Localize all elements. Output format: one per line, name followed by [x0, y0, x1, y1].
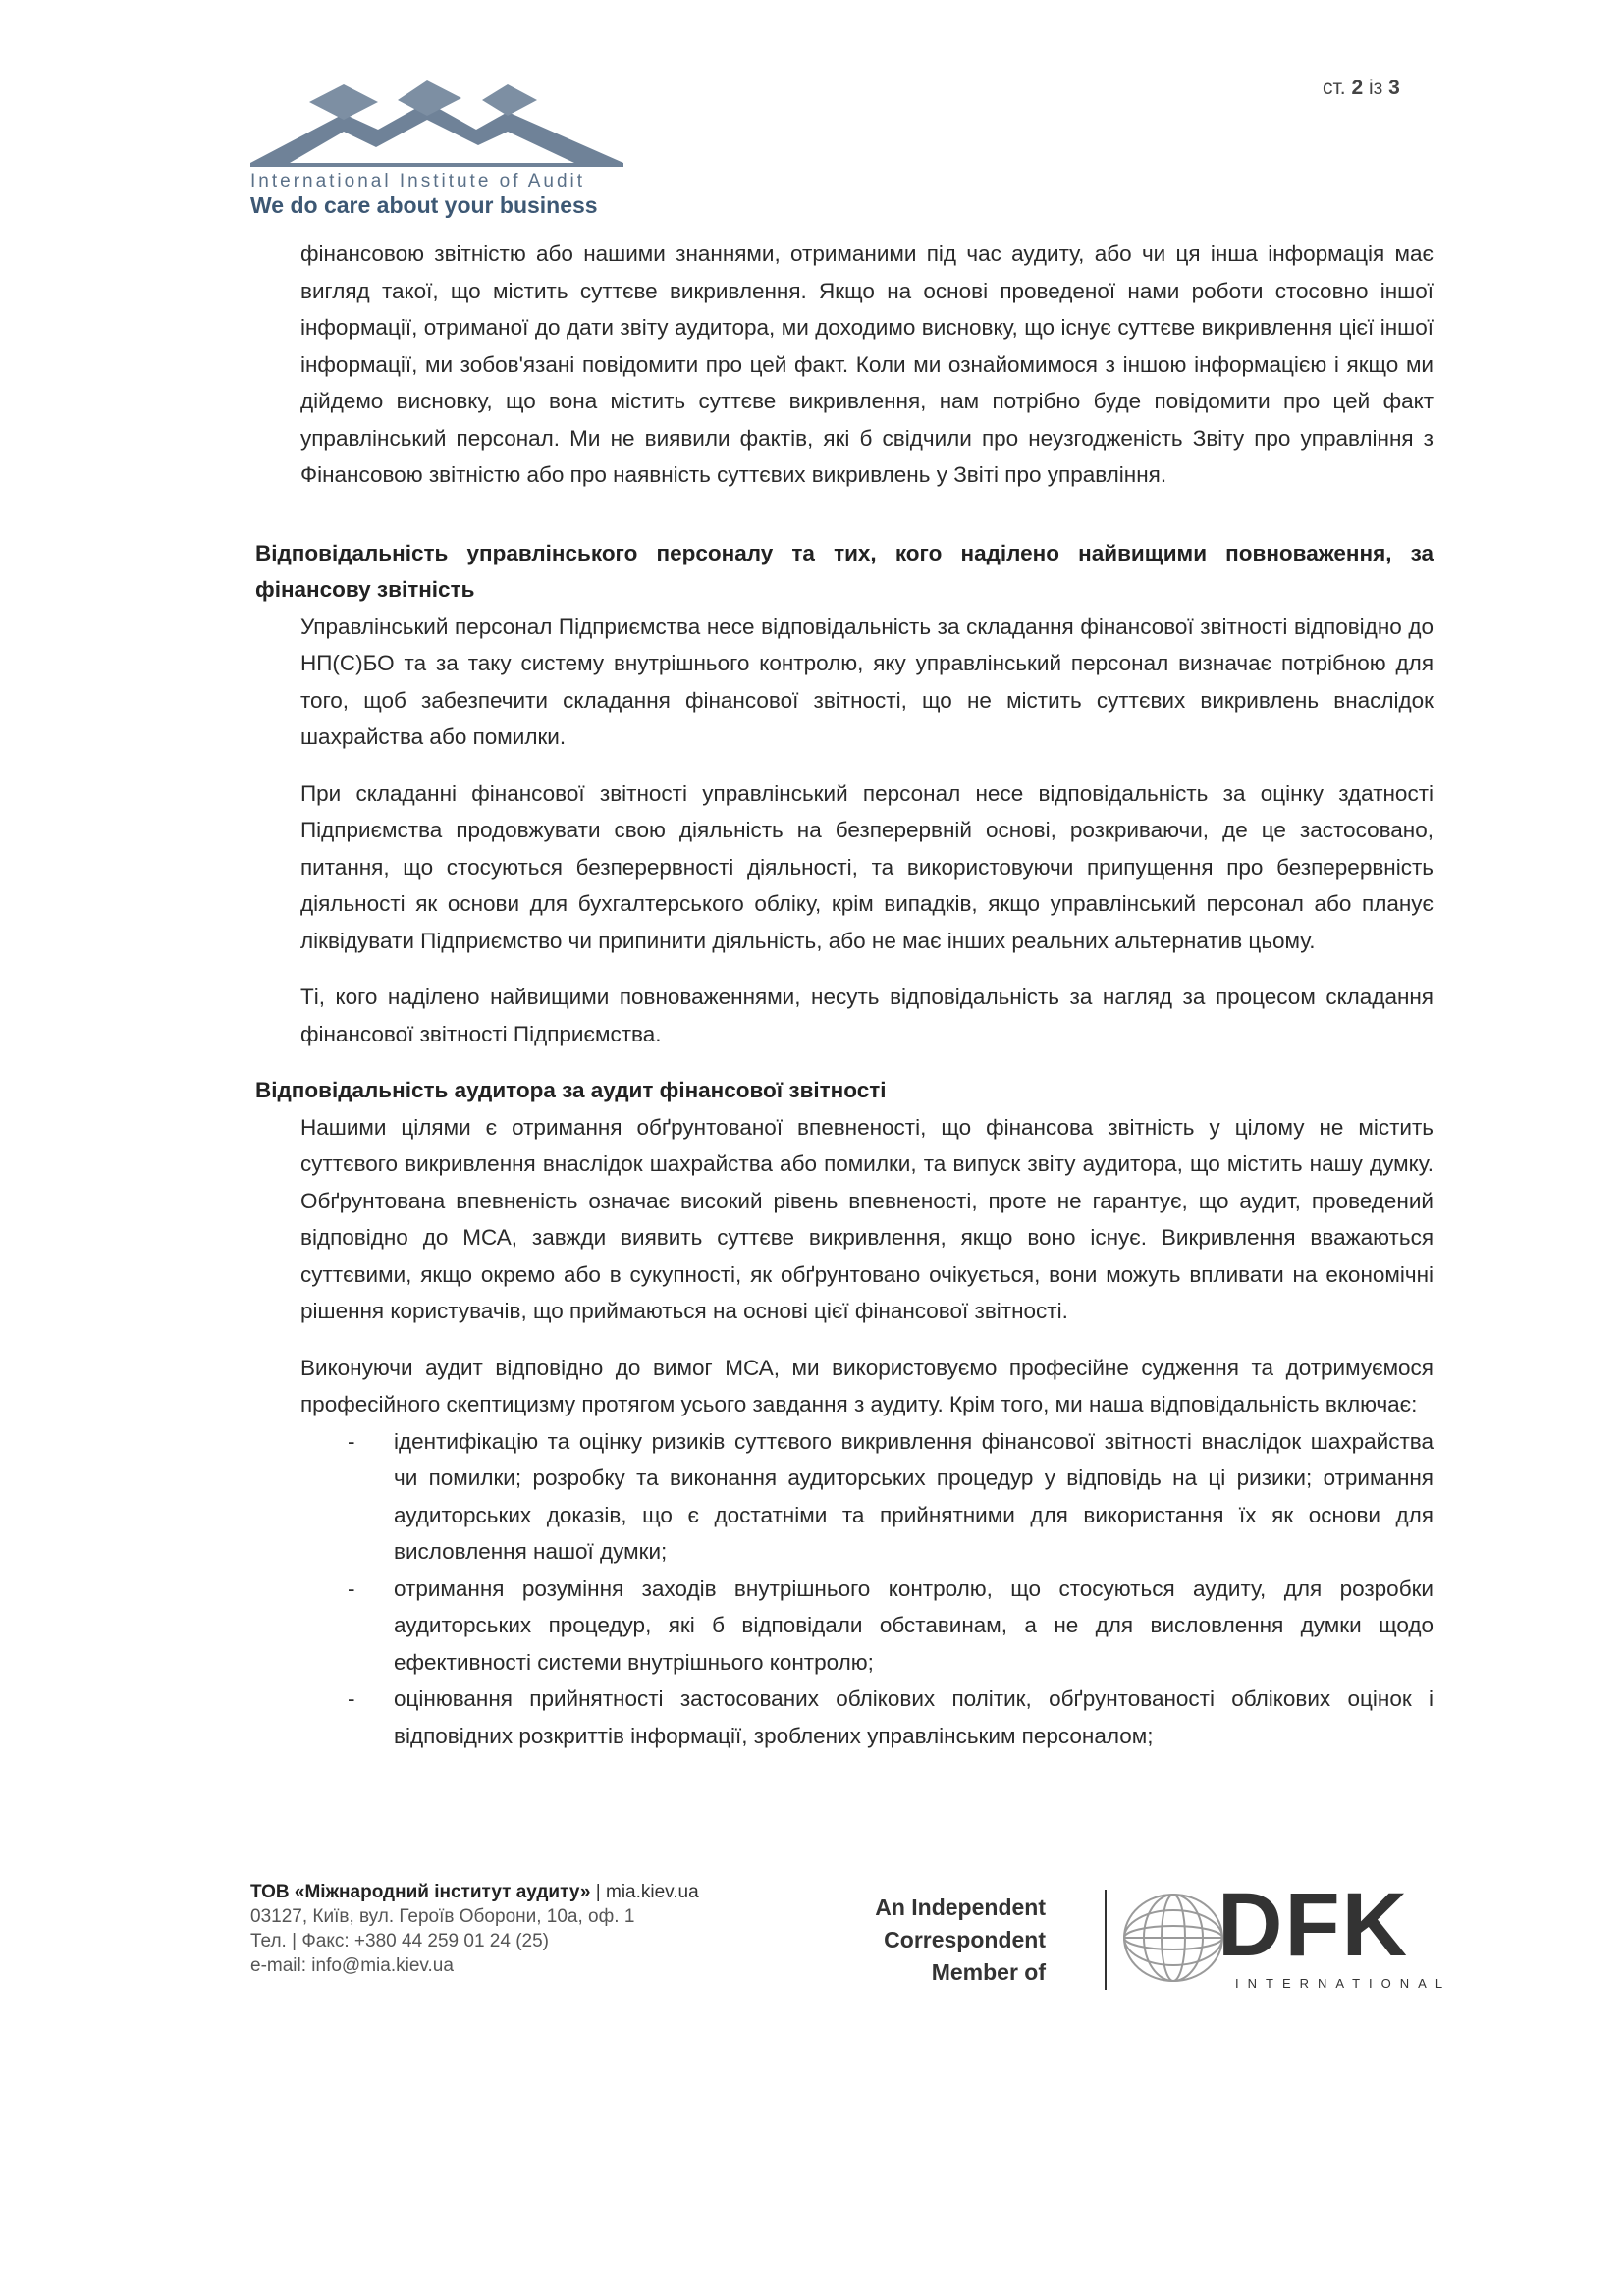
- dfk-wordmark: DFK: [1217, 1875, 1410, 1975]
- footer-website-link[interactable]: mia.kiev.ua: [606, 1882, 699, 1902]
- footer-contacts: ТОВ «Міжнародний інститут аудиту» | mia.kiev.ua 03127, Київ, вул. Героїв Оборони, 10а, оф. 1 Тел. | Факс: +380 44 259 01 24 (25) e-mail: info@mia.kiev.ua: [250, 1882, 699, 1976]
- dfk-logo: [1119, 1875, 1458, 1998]
- paragraph-professional-judgment: Виконуючи аудит відповідно до вимог МСА, ми використовуємо професійне судження та дотримуємося професійного скептицизму протягом усього завдання з аудиту. Крім того, ми наша відповідальність включає:: [300, 1355, 1434, 1416]
- footer-phone: Тел. | Факс: +380 44 259 01 24 (25): [250, 1931, 550, 1951]
- paragraph-going-concern: При складанні фінансової звітності управлінський персонал несе відповідальність за оцінку здатності Підприємства продовжувати свою діяльність на безперервній основі, розкриваючи, де це застосовано, питання, що стосуються безперервності діяльності, та використовуючи припущення про безперервність діяльності як основи для бухгалтерського обліку, крім випадків, якщо управлінський персонал або планує ліквідувати Підприємство чи припинити діяльність, або не має інших реальних альтернатив цьому.: [300, 780, 1434, 953]
- logo-mountains-icon: [250, 73, 623, 169]
- list-item: - оцінювання прийнятності застосованих облікових політик, обґрунтованості облікових оцінок і відповідних розкриттів інформації, зроблених управлінським персоналом;: [348, 1686, 1434, 1748]
- membership-statement: An Independent Correspondent Member of: [875, 1895, 1046, 1985]
- list-item: - отримання розуміння заходів внутрішнього контролю, що стосуються аудиту, для розробки аудиторських процедур, які б відповідали обставинам, а не для висловлення думки щодо ефективності системи внутрішнього контролю;: [348, 1575, 1434, 1675]
- paragraph-oversight: Ті, кого наділено найвищими повноваженнями, несуть відповідальність за нагляд за процесом складання фінансової звітності Підприємства.: [300, 985, 1434, 1046]
- document-body: [255, 236, 1434, 1754]
- logo-tagline: We do care about your business: [250, 192, 598, 218]
- globe-icon: [1119, 1884, 1227, 1992]
- dfk-subtitle: INTERNATIONAL: [1235, 1976, 1452, 1991]
- footer-address: 03127, Київ, вул. Героїв Оборони, 10а, оф. 1: [250, 1906, 635, 1927]
- page-number: ст. 2 із 3: [1323, 77, 1400, 99]
- institute-logo: [250, 73, 623, 219]
- paragraph-management-responsibility: Управлінський персонал Підприємства несе відповідальність за складання фінансової звітності відповідно до НП(С)БО та за таку систему внутрішнього контролю, яку управлінський персонал визначає потрібною для того, щоб забезпечити складання фінансової звітності, що не містить суттєвих викривлень внаслідок шахрайства або помилки.: [300, 614, 1434, 749]
- paragraph-other-info: фінансовою звітністю або нашими знаннями, отриманими під час аудиту, або чи ця інша інформація має вигляд такої, що містить суттєве викривлення. Якщо на основі проведеної нами роботи стосовно іншої інформації, отриманої до дати звіту аудитора, ми доходимо висновку, що існує суттєве викривлення цієї іншої інформації, ми зобов'язані повідомити про цей факт. Коли ми ознайомимося з іншою інформацією і якщо ми дійдемо висновку, що вона містить суттєве викривлення, нам потрібно буде повідомити про цей факт управлінський персонал. Ми не виявили фактів, які б свідчили про неузгодженість Звіту про управління з Фінансовою звітністю або про наявність суттєвих викривлень у Звіті про управління.: [300, 241, 1434, 487]
- footer-company-name: ТОВ «Міжнародний інститут аудиту»: [250, 1882, 591, 1902]
- responsibility-list: [255, 1423, 1434, 1755]
- logo-org-name: International Institute of Audit: [250, 171, 586, 191]
- page-footer: [250, 1875, 1452, 2007]
- footer-email[interactable]: e-mail: info@mia.kiev.ua: [250, 1955, 454, 1976]
- paragraph-audit-objectives: Нашими цілями є отримання обґрунтованої впевненості, що фінансова звітність у цілому не містить суттєвого викривлення внаслідок шахрайства або помилки, та випуск звіту аудитора, що містить нашу думку. Обґрунтована впевненість означає високий рівень впевненості, проте не гарантує, що аудит, проведений відповідно до МСА, завжди виявить суттєве викривлення, якщо воно існує. Викривлення вважаються суттєвими, якщо окремо або в сукупності, як обґрунтовано очікується, вони можуть впливати на економічні рішення користувачів, що приймаються на основі цієї фінансової звітності.: [300, 1114, 1434, 1323]
- footer-divider: [1105, 1890, 1107, 1990]
- list-item: - ідентифікацію та оцінку ризиків суттєвого викривлення фінансової звітності внаслідок шахрайства чи помилки; розробку та виконання аудиторських процедур у відповідь на ці ризики; отримання аудиторських доказів, що є достатніми та прийнятними для використання їх як основи для висловлення нашої думки;: [348, 1428, 1434, 1564]
- heading-management-responsibility: Відповідальність управлінського персоналу та тих, кого наділено найвищими повноваження, за фінансову звітність: [255, 540, 1434, 602]
- heading-auditor-responsibility: Відповідальність аудитора за аудит фінансової звітності: [255, 1078, 887, 1102]
